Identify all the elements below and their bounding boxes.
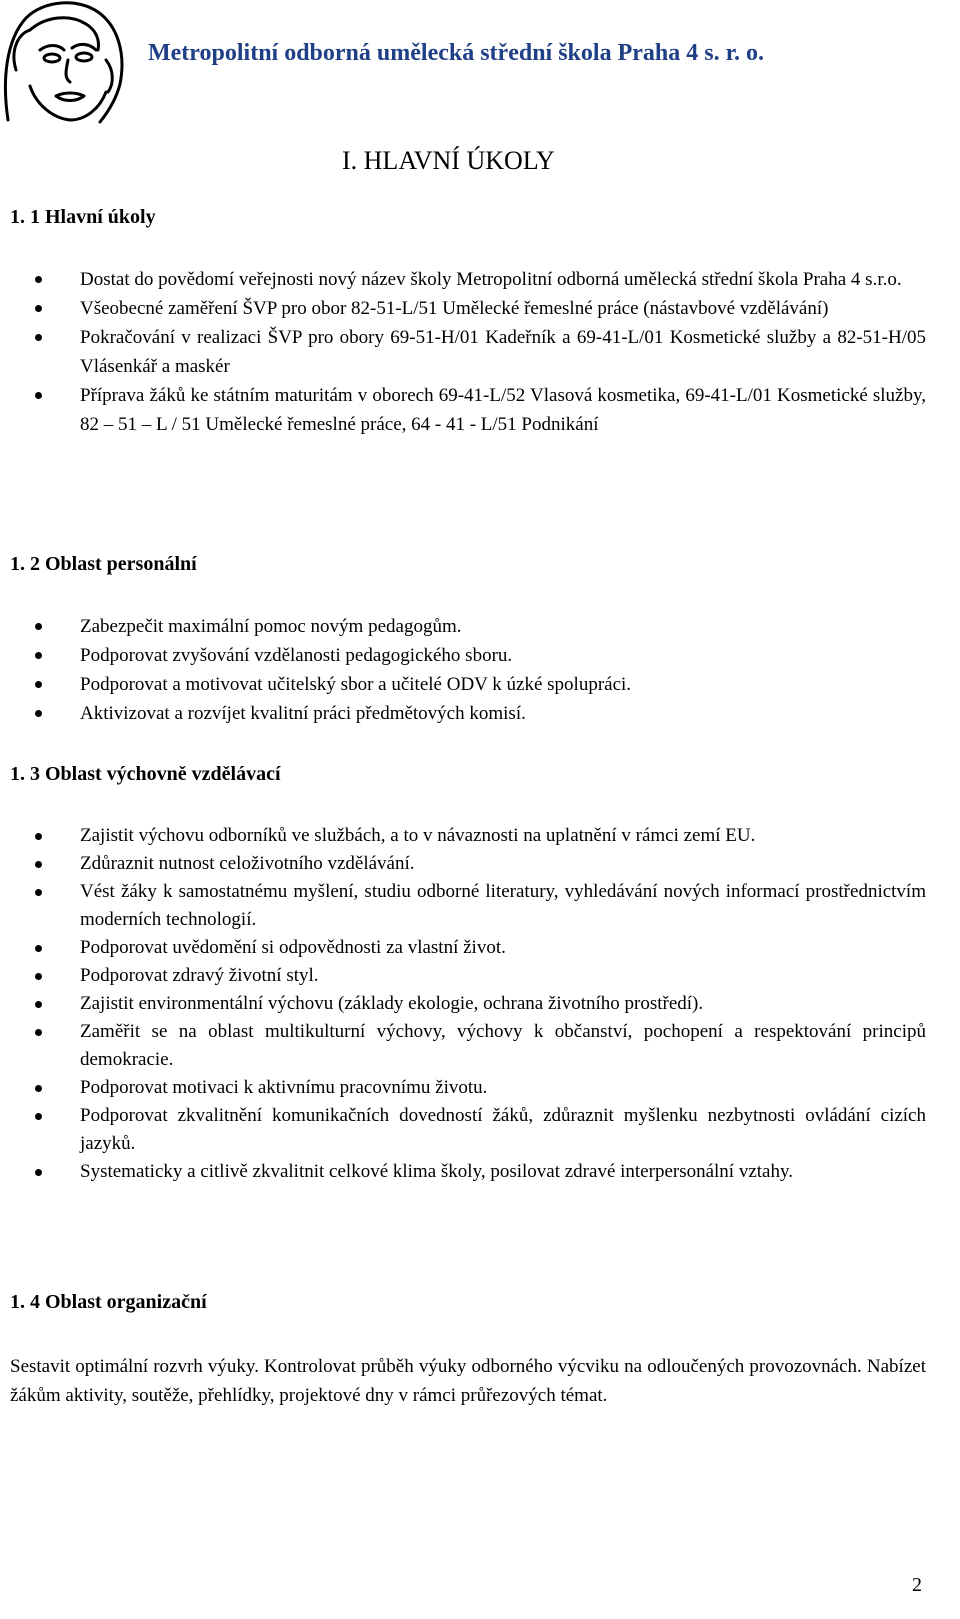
bullet-icon [35,392,42,399]
list-item: Příprava žáků ke státním maturitám v oborech 69-41-L/52 Vlasová kosmetika, 69-41-L/01 Kosmetické služby, 82 – 51 – L / 51 Umělecké řemeslné práce, 64 - 41 - L/51 Podnikání [10,381,926,439]
organization-paragraph: Sestavit optimální rozvrh výuky. Kontrolovat průběh výuky odborného výcviku na odloučených provozovnách. Nabízet žákům aktivity, soutěže, přehlídky, projektové dny v rámci průřezových témat. [10,1356,926,1406]
section-heading-main-tasks: 1. 1 Hlavní úkoly [10,206,156,228]
personnel-list [10,612,926,728]
bullet-icon [35,276,42,283]
bullet-icon [35,623,42,630]
section-heading-organization: 1. 4 Oblast organizační [10,1291,207,1313]
bullet-icon [35,1113,42,1120]
bullet-icon [35,334,42,341]
section-heading-education: 1. 3 Oblast výchovně vzdělávací [10,763,281,785]
list-item: Podporovat zkvalitnění komunikačních dovedností žáků, zdůraznit myšlenku nezbytnosti ovládání cizích jazyků. [10,1102,926,1158]
list-item: Podporovat zvyšování vzdělanosti pedagogického sboru. [10,641,926,670]
bullet-icon [35,710,42,717]
list-item: Podporovat zdravý životní styl. [10,962,926,990]
list-item: Podporovat uvědomění si odpovědnosti za vlastní život. [10,934,926,962]
page-number: 2 [912,1574,922,1596]
chapter-title: I. HLAVNÍ ÚKOLY [342,146,555,175]
bullet-icon [35,1001,42,1008]
bullet-icon [35,681,42,688]
bullet-icon [35,1085,42,1092]
list-item: Aktivizovat a rozvíjet kvalitní práci předmětových komisí. [10,699,926,728]
woman-face-logo [0,0,136,124]
main-tasks-list [10,265,926,439]
bullet-icon [35,945,42,952]
list-item: Podporovat a motivovat učitelský sbor a učitelé ODV k úzké spolupráci. [10,670,926,699]
list-item: Zajistit environmentální výchovu (základy ekologie, ochrana životního prostředí). [10,990,926,1018]
bullet-icon [35,973,42,980]
bullet-icon [35,1169,42,1176]
list-item: Pokračování v realizaci ŠVP pro obory 69-51-H/01 Kadeřník a 69-41-L/01 Kosmetické služby a 82-51-H/05 Vlásenkář a maskér [10,323,926,381]
bullet-icon [35,833,42,840]
list-item: Všeobecné zaměření ŠVP pro obor 82-51-L/51 Umělecké řemeslné práce (nástavbové vzdělávání) [10,294,926,323]
list-item: Vést žáky k samostatnému myšlení, studiu odborné literatury, vyhledávání nových informací prostřednictvím moderních technologií. [10,878,926,934]
list-item: Dostat do povědomí veřejnosti nový název školy Metropolitní odborná umělecká střední škola Praha 4 s.r.o. [10,265,926,294]
list-item: Zajistit výchovu odborníků ve službách, a to v návaznosti na uplatnění v rámci zemí EU. [10,822,926,850]
list-item: Systematicky a citlivě zkvalitnit celkové klima školy, posilovat zdravé interpersonální vztahy. [10,1158,926,1186]
list-item: Zabezpečit maximální pomoc novým pedagogům. [10,612,926,641]
list-item: Zdůraznit nutnost celoživotního vzdělávání. [10,850,926,878]
bullet-icon [35,305,42,312]
section-heading-personnel: 1. 2 Oblast personální [10,553,197,575]
list-item: Podporovat motivaci k aktivnímu pracovnímu životu. [10,1074,926,1102]
bullet-icon [35,861,42,868]
bullet-icon [35,889,42,896]
bullet-icon [35,1029,42,1036]
school-name-header: Metropolitní odborná umělecká střední škola Praha 4 s. r. o. [148,40,765,66]
bullet-icon [35,652,42,659]
list-item: Zaměřit se na oblast multikulturní výchovy, výchovy k občanství, pochopení a respektování principů demokracie. [10,1018,926,1074]
education-list [10,822,926,1186]
